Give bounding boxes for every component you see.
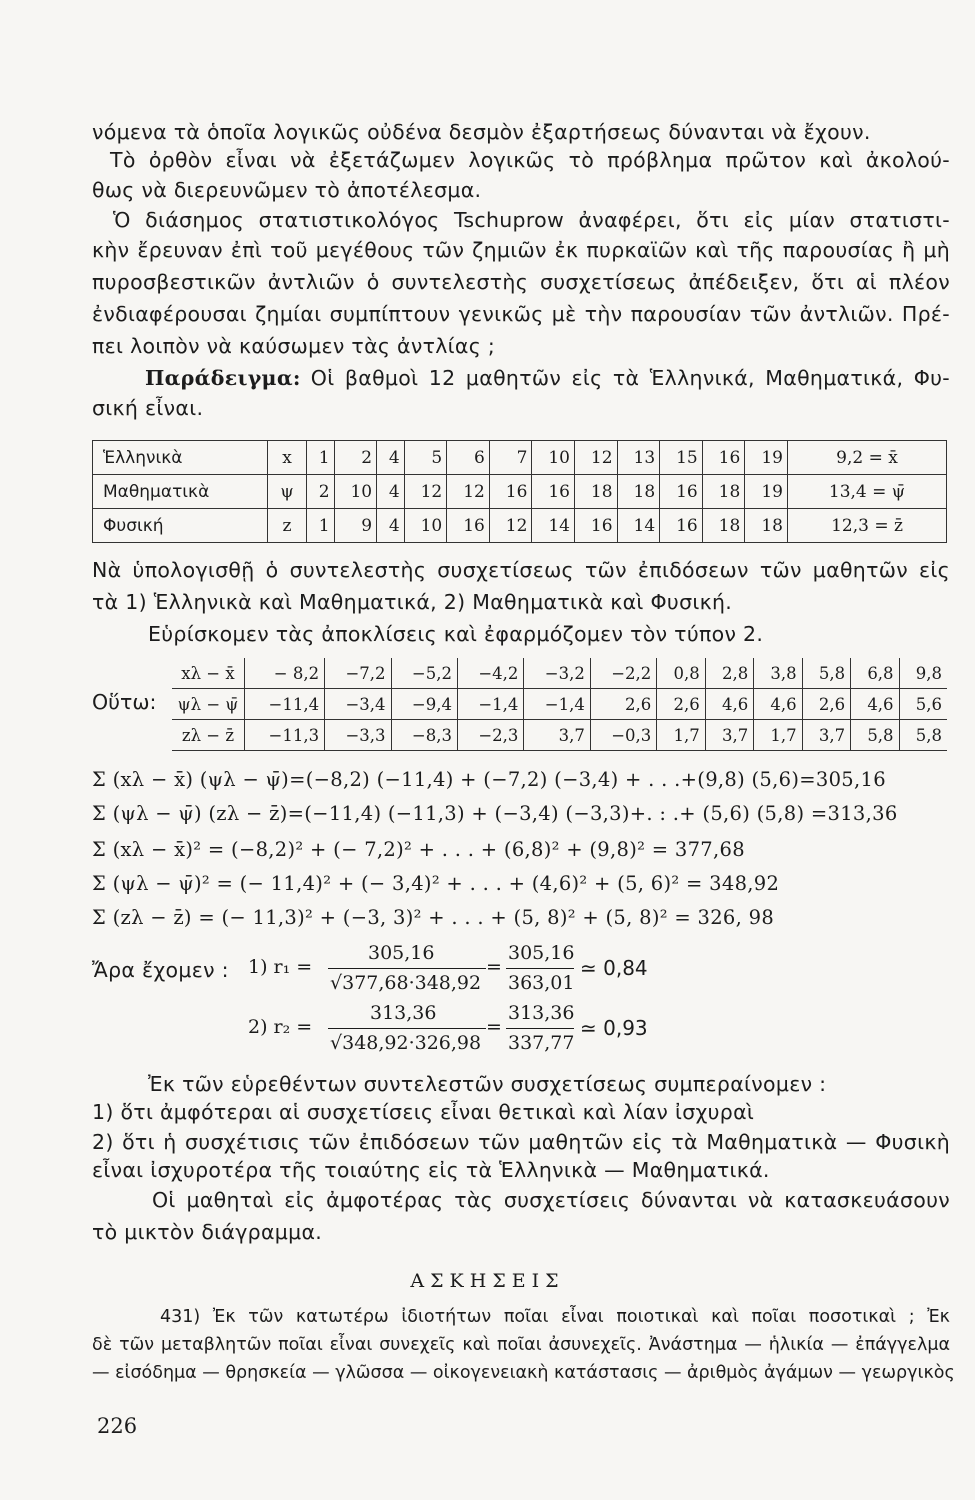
fraction-bar <box>328 1028 486 1029</box>
grade-cell: 18 <box>702 509 745 543</box>
grades-row <box>93 509 947 543</box>
grade-cell: 12 <box>404 475 447 509</box>
grade-cell: 9 <box>334 509 377 543</box>
variable-cell: z <box>268 509 307 543</box>
grades-row <box>93 441 947 475</box>
grade-cell: 16 <box>489 475 532 509</box>
text-line: νόμενα τὰ ὁποῖα λογικῶς οὐδένα δεσμὸν ἐξαρτήσεως δύνανται νὰ ἔχουν. <box>92 120 871 144</box>
deviation-header: xλ − x̄ <box>172 658 245 689</box>
text-line: δὲ τῶν μεταβλητῶν ποῖαι εἶναι συνεχεῖς καὶ ποῖαι ἀσυνεχεῖς. Ἀνάστημα — ἡλικία — ἐπάγγελμα <box>92 1335 950 1355</box>
deviation-cell: 4,6 <box>851 689 899 720</box>
r2-denominator: √348,92·326,98 <box>330 1032 482 1054</box>
results-prefix: Ἄρα ἔχομεν : <box>92 958 229 982</box>
grade-cell: 6 <box>447 441 490 475</box>
r2-equals: = <box>486 1016 502 1038</box>
grade-cell: 10 <box>334 475 377 509</box>
deviation-cell: −1,4 <box>524 689 590 720</box>
r1-numerator-2: 305,16 <box>508 942 575 964</box>
grade-cell: 2 <box>334 441 377 475</box>
grade-cell: 16 <box>660 475 703 509</box>
example-label: Παράδειγμα: <box>145 366 301 390</box>
deviation-cell: 5,6 <box>899 689 947 720</box>
r1-result: ≃ 0,84 <box>580 956 648 980</box>
r2-denominator-2: 337,77 <box>508 1032 575 1054</box>
grade-cell: 1 <box>307 509 335 543</box>
deviation-cell: −8,3 <box>391 720 457 751</box>
deviation-cell: −11,4 <box>245 689 325 720</box>
deviation-cell: 3,7 <box>802 720 850 751</box>
grade-cell: 16 <box>574 509 617 543</box>
grade-cell: 10 <box>404 509 447 543</box>
deviation-cell: 1,7 <box>754 720 802 751</box>
formula-line: Σ (zλ − z̄) = (− 11,3)² + (−3, 3)² + . . . + (5, 8)² + (5, 8)² = 326, 98 <box>92 906 775 929</box>
grade-cell: 12 <box>489 509 532 543</box>
grade-cell: 4 <box>377 509 405 543</box>
deviation-cell: 4,6 <box>754 689 802 720</box>
deviation-cell: 5,8 <box>851 720 899 751</box>
exercises-heading: ΑΣΚΗΣΕΙΣ <box>410 1270 565 1292</box>
deviation-cell: −3,2 <box>524 658 590 689</box>
deviation-cell: − 8,2 <box>245 658 325 689</box>
r1-denominator-2: 363,01 <box>508 972 575 994</box>
text-line: κὴν ἔρευναν ἐπὶ τοῦ μεγέθους τῶν ζημιῶν ἐκ πυρκαϊῶν καὶ τῆς παρουσίας ἢ μὴ <box>92 238 950 262</box>
variable-cell: ψ <box>268 475 307 509</box>
formula-line: Σ (xλ − x̄)² = (−8,2)² + (− 7,2)² + . . . + (6,8)² + (9,8)² = 377,68 <box>92 838 745 861</box>
text-line: ἐνδιαφέρουσαι ζημίαι συμπίπτουν γενικῶς μὲ τὴν παρουσίαν τῶν ἀντλιῶν. Πρέ- <box>92 302 950 326</box>
deviation-cell: 3,8 <box>754 658 802 689</box>
deviation-cell: −3,3 <box>325 720 391 751</box>
r1-equals: = <box>486 956 502 978</box>
deviation-cell: −2,3 <box>457 720 523 751</box>
grade-cell: 5 <box>404 441 447 475</box>
grade-cell: 16 <box>702 441 745 475</box>
grade-cell: 7 <box>489 441 532 475</box>
grade-cell: 16 <box>447 509 490 543</box>
deviation-row <box>172 720 947 751</box>
deviation-cell: 5,8 <box>802 658 850 689</box>
r1-label: 1) r₁ = <box>248 956 313 978</box>
grade-cell: 4 <box>377 475 405 509</box>
deviation-cell: 2,6 <box>590 689 656 720</box>
grade-cell: 14 <box>532 509 575 543</box>
text-line: θως νὰ διερευνῶμεν τὸ ἀποτέλεσμα. <box>92 178 482 202</box>
text-line: Ἐκ τῶν εὑρεθέντων συντελεστῶν συσχετίσεως συμπεραίνομεν : <box>148 1072 827 1096</box>
grades-table <box>92 440 947 543</box>
r1-denominator: √377,68·348,92 <box>330 972 482 994</box>
r1-numerator: 305,16 <box>368 942 435 964</box>
grade-cell: 4 <box>377 441 405 475</box>
deviation-cell: 3,7 <box>705 720 753 751</box>
fraction-bar <box>506 1028 574 1029</box>
grade-cell: 18 <box>702 475 745 509</box>
deviation-row <box>172 689 947 720</box>
example-line <box>145 364 950 392</box>
subject-cell: Ἑλληνικὰ <box>93 441 268 475</box>
grades-row <box>93 475 947 509</box>
grade-cell: 19 <box>745 475 788 509</box>
grade-cell: 12 <box>447 475 490 509</box>
formula-line: Σ (ψλ − ψ̄) (zλ − z̄)=(−11,4) (−11,3) + (−3,4) (−3,3)+. : .+ (5,6) (5,8) =313,36 <box>92 802 898 825</box>
grade-cell: 15 <box>660 441 703 475</box>
text-line: Εὑρίσκομεν τὰς ἀποκλίσεις καὶ ἐφαρμόζομεν τὸν τύπον 2. <box>148 622 764 646</box>
grade-cell: 13 <box>617 441 660 475</box>
text-line: πει λοιπὸν νὰ καύσωμεν τὰς ἀντλίας ; <box>92 334 496 358</box>
deviation-cell: 1,7 <box>657 720 705 751</box>
grade-cell: 14 <box>617 509 660 543</box>
deviation-cell: 2,6 <box>657 689 705 720</box>
mean-cell: 12,3 = z̄ <box>788 509 947 543</box>
r2-numerator-2: 313,36 <box>508 1002 575 1024</box>
deviation-row <box>172 658 947 689</box>
deviation-cell: −4,2 <box>457 658 523 689</box>
deviation-cell: −7,2 <box>325 658 391 689</box>
deviation-header: ψλ − ψ̄ <box>172 689 245 720</box>
r2-label: 2) r₂ = <box>248 1016 313 1038</box>
text-line: σική εἶναι. <box>92 396 204 420</box>
text-line: 431) Ἐκ τῶν κατωτέρω ἰδιοτήτων ποῖαι εἶναι ποιοτικαὶ καὶ ποῖαι ποσοτικαὶ ; Ἐκ <box>160 1307 950 1327</box>
deviation-cell: −2,2 <box>590 658 656 689</box>
mean-cell: 9,2 = x̄ <box>788 441 947 475</box>
grade-cell: 16 <box>660 509 703 543</box>
deviation-cell: 4,6 <box>705 689 753 720</box>
text-line: Νὰ ὑπολογισθῇ ὁ συντελεστὴς συσχετίσεως τῶν ἐπιδόσεων τῶν μαθητῶν εἰς <box>92 558 950 582</box>
deviations-table <box>172 658 947 751</box>
formula-line: Σ (xλ − x̄) (ψλ − ψ̄)=(−8,2) (−11,4) + (−7,2) (−3,4) + . . .+(9,8) (5,6)=305,16 <box>92 768 886 791</box>
deviation-header: zλ − z̄ <box>172 720 245 751</box>
deviation-cell: −0,3 <box>590 720 656 751</box>
deviation-cell: 2,6 <box>802 689 850 720</box>
deviation-cell: −3,4 <box>325 689 391 720</box>
grade-cell: 2 <box>307 475 335 509</box>
subject-cell: Μαθηματικὰ <box>93 475 268 509</box>
text-line: εἶναι ἰσχυροτέρα τῆς τοιαύτης εἰς τὰ Ἑλληνικὰ — Μαθηματικά. <box>92 1158 770 1182</box>
deviation-cell: 9,8 <box>899 658 947 689</box>
r2-numerator: 313,36 <box>370 1002 437 1024</box>
text-line: πυροσβεστικῶν ἀντλιῶν ὁ συντελεστὴς συσχετίσεως ἀπέδειξεν, ὅτι αἱ πλέον <box>92 270 950 294</box>
grade-cell: 10 <box>532 441 575 475</box>
example-text: Οἱ βαθμοὶ 12 μαθητῶν εἰς τὰ Ἑλληνικά, Μαθηματικά, Φυ- <box>310 366 950 390</box>
deviation-cell: 0,8 <box>657 658 705 689</box>
deviation-cell: 2,8 <box>705 658 753 689</box>
grade-cell: 18 <box>574 475 617 509</box>
deviation-cell: −9,4 <box>391 689 457 720</box>
grade-cell: 12 <box>574 441 617 475</box>
deviation-cell: 3,7 <box>524 720 590 751</box>
deviation-cell: −11,3 <box>245 720 325 751</box>
variable-cell: x <box>268 441 307 475</box>
grade-cell: 18 <box>745 509 788 543</box>
page-number: 226 <box>97 1414 138 1438</box>
text-line: 1) ὅτι ἀμφότεραι αἱ συσχετίσεις εἶναι θετικαὶ καὶ λίαν ἰσχυραὶ <box>92 1100 755 1124</box>
text-line: 2) ὅτι ἡ συσχέτισις τῶν ἐπιδόσεων τῶν μαθητῶν εἰς τὰ Μαθηματικὰ — Φυσικὴ <box>92 1130 950 1154</box>
text-line: τὸ μικτὸν διάγραμμα. <box>92 1220 323 1244</box>
text-line: Οἱ μαθηταὶ εἰς ἀμφοτέρας τὰς συσχετίσεις δύνανται νὰ κατασκευάσουν <box>152 1188 950 1212</box>
fraction-bar <box>328 968 486 969</box>
r2-result: ≃ 0,93 <box>580 1016 648 1040</box>
text-line: — εἰσόδημα — θρησκεία — γλῶσσα — οἰκογενειακὴ κατάστασις — ἀριθμὸς ἀγάμων — γεωργικὸς <box>92 1363 955 1383</box>
grade-cell: 16 <box>532 475 575 509</box>
text-line: Τὸ ὀρθὸν εἶναι νὰ ἐξετάζωμεν λογικῶς τὸ πρόβλημα πρῶτον καὶ ἀκολού- <box>110 148 950 172</box>
grade-cell: 19 <box>745 441 788 475</box>
deviation-cell: 5,8 <box>899 720 947 751</box>
mean-cell: 13,4 = ψ̄ <box>788 475 947 509</box>
deviation-cell: −5,2 <box>391 658 457 689</box>
grade-cell: 1 <box>307 441 335 475</box>
formula-line: Σ (ψλ − ψ̄)² = (− 11,4)² + (− 3,4)² + . . . + (4,6)² + (5, 6)² = 348,92 <box>92 872 780 895</box>
fraction-bar <box>506 968 574 969</box>
grade-cell: 18 <box>617 475 660 509</box>
deviation-cell: −1,4 <box>457 689 523 720</box>
text-line: τὰ 1) Ἑλληνικὰ καὶ Μαθηματικά, 2) Μαθηματικὰ καὶ Φυσική. <box>92 590 733 614</box>
deviation-cell: 6,8 <box>851 658 899 689</box>
subject-cell: Φυσική <box>93 509 268 543</box>
deviations-label: Οὕτω: <box>92 690 157 714</box>
text-line: Ὁ διάσημος στατιστικολόγος Tschuprow ἀναφέρει, ὅτι εἰς μίαν στατιστι- <box>113 208 950 232</box>
